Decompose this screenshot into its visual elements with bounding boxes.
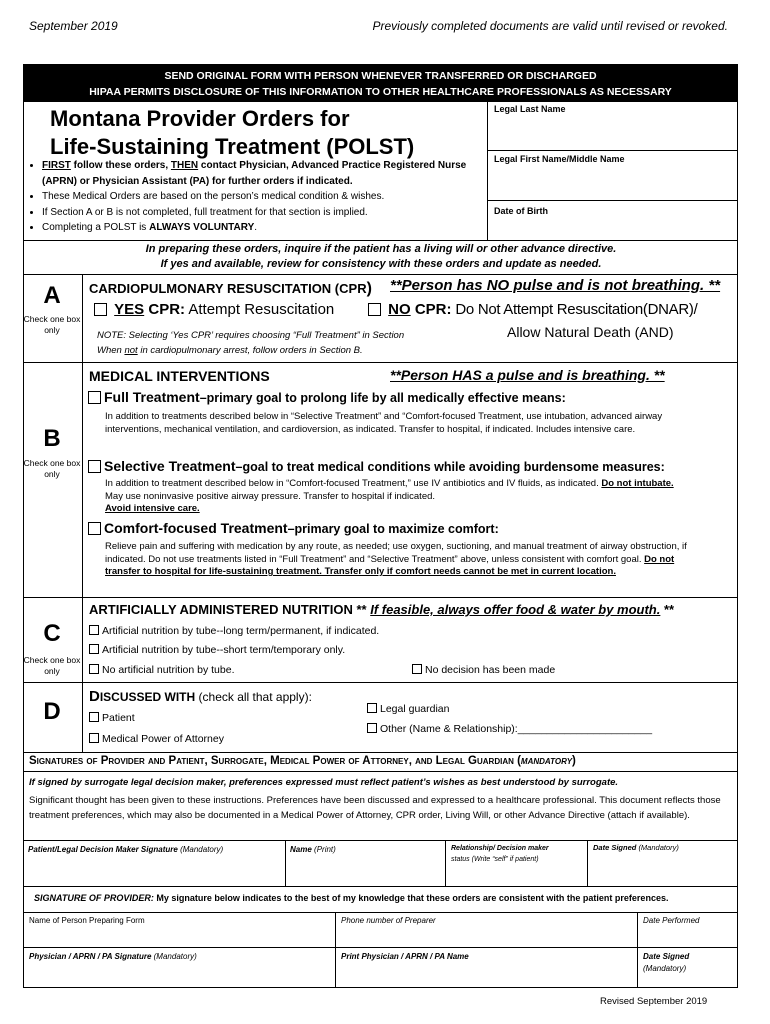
full-treatment-description: In addition to treatments described below in “Selective Treatment” and “Comfort-focused Treatment, use intubation, advanced airway interventions, mechanical ventilation, and cardioversion, as indicated. Transfer to hospital, if indicated. Includes intensive care. [105,411,663,435]
avoid-intensive-care: Avoid intensive care. [105,503,200,514]
d-opt4: Other (Name & Relationship):_______________________ [380,723,653,735]
no-text: Do Not Attempt Resuscitation(DNAR)/ [451,301,698,318]
provider-heading [34,893,668,903]
list-item: • If Section A or B is not completed, full treatment for that section is implied. [42,205,492,221]
patient-fields-divider [487,102,488,240]
section-d-letter: D [43,698,61,725]
f4-sub: (Mandatory) [153,952,197,961]
divider [23,274,738,275]
divider [637,912,638,988]
note2-not: not [124,345,138,356]
no-decision-checkbox[interactable] [412,664,422,674]
no-cpr-option[interactable] [368,301,697,318]
instructions-list [28,158,492,236]
preparing-line-2: If yes and available, review for consistency with these orders and update as needed. [160,258,602,270]
selective-treatment-description [105,478,680,516]
sel-title: Selective Treatment [104,458,236,474]
col4-sub: (Mandatory) [638,843,679,852]
b1-rest: contact Physician, Advanced Practice Registered Nurse (APRN) or Physician Assistant (PA) for further orders if indicated. [42,160,467,187]
f6-sub: (Mandatory) [643,964,687,973]
header-date: September 2019 [29,19,118,33]
discussed-guardian[interactable] [367,703,449,715]
nutrition-short-term-checkbox[interactable] [89,644,99,654]
no-decision[interactable] [412,664,555,676]
no-artificial-nutrition[interactable] [89,664,234,676]
col2-sub: (Print) [314,845,336,854]
cpr-heading: CARDIOPULMONARY RESUSCITATION (CPR [89,281,367,296]
cpr-note-2 [97,345,363,358]
then-emphasis: THEN [170,160,199,171]
sig-heading-end: ) [572,755,576,767]
section-b-note: Check one box only [23,458,81,479]
discussed-guardian-checkbox[interactable] [367,703,377,713]
preparer-phone-field[interactable]: Phone number of Preparer [341,916,436,925]
list-item [42,220,492,236]
d-opt1: Patient [102,712,135,724]
divider [23,771,738,772]
title-line-2: Life-Sustaining Treatment (POLST) [50,134,415,159]
col1-label: Patient/Legal Decision Maker Signature [28,845,178,854]
selective-treatment-option[interactable] [88,458,665,474]
selective-treatment-checkbox[interactable] [88,460,101,473]
divider [445,840,446,886]
full-title: Full Treatment [104,389,200,405]
sel-text2: May use noninvasive positive airway pressure. Transfer to hospital if indicated. [105,490,436,502]
full-treatment-option[interactable] [88,389,566,405]
do-not-intubate: Do not intubate. [601,478,674,489]
offer-food-note: If feasible, always offer food & water by mouth. [370,602,661,617]
section-a-letter: A [43,282,61,309]
yes-text: Attempt Resuscitation [185,301,335,318]
provider-sig-label: SIGNATURE OF PROVIDER: [34,893,154,903]
col3-label: Relationship/ Decision maker [451,845,549,852]
sig-mandatory: mandatory [520,755,573,767]
com-transfer: Do not transfer to hospital for life-sustaining treatment. Transfer only if comfort needs cannot be met in current location. [105,553,675,577]
d-opt3: Legal guardian [380,703,450,715]
no-cpr-checkbox[interactable] [368,303,381,316]
divider [23,597,738,598]
no-artificial-nutrition-checkbox[interactable] [89,664,99,674]
divider [23,240,738,241]
nutrition-heading-end: ** [660,602,675,617]
preparer-name-field[interactable]: Name of Person Preparing Form [29,916,145,925]
col2-label: Name [290,845,312,854]
divider [587,840,588,886]
sig-heading-text: Signatures of Provider and Patient, Surrogate, Medical Power of Attorney, and Legal Guardian ( [29,755,521,767]
note2-pre: When [97,345,125,356]
legal-first-name-field[interactable]: Legal First Name/Middle Name [494,154,625,164]
surrogate-note: If signed by surrogate legal decision maker, preferences expressed must reflect patient’s wishes as best understood by surrogate. [29,777,619,788]
divider [23,362,738,363]
relationship-field[interactable] [451,843,549,865]
no-label: NO [388,301,411,318]
header-validity-notice: Previously completed documents are valid until revised or revoked. [372,19,728,33]
nutrition-long-term-checkbox[interactable] [89,625,99,635]
no-pulse-note [390,277,720,294]
f4-label: Physician / APRN / PA Signature [29,952,152,961]
physician-name-field[interactable]: Print Physician / APRN / PA Name [341,952,469,961]
divider [23,912,738,913]
has-pulse-text: **Person HAS a pulse and is breathing. ** [390,367,665,383]
com-goal: –primary goal to maximize comfort: [287,522,499,536]
section-c-letter: C [43,620,61,647]
footer-revision: Revised September 2019 [600,996,708,1007]
print-name-field[interactable] [290,845,336,854]
physician-signature-field[interactable] [29,952,197,961]
section-a-note: Check one box only [23,314,81,335]
sel-goal: –goal to treat medical conditions while avoiding burdensome measures: [235,460,665,474]
b4-pre: Completing a POLST is [42,222,150,233]
check-all: (check all that apply): [195,690,312,704]
no-pulse-text: **Person has NO pulse and is not breathing. ** [390,277,721,294]
cpr-note: NOTE: Selecting ‘Yes CPR’ requires choosing “Full Treatment” in Section [97,330,405,341]
list-item [42,158,492,189]
yes-cpr: CPR: [144,301,186,318]
section-b-letter: B [43,425,61,452]
b4-post: . [254,222,258,233]
nutrition-long-term[interactable] [89,625,379,637]
section-b-heading: MEDICAL INTERVENTIONS [89,368,270,384]
divider [23,840,738,841]
provider-statement: My signature below indicates to the best of my knowledge that these orders are consistent with the patient preferences. [153,893,669,903]
yes-label: YES [114,301,145,318]
allow-natural-death: Allow Natural Death (AND) [507,324,674,340]
letter-column-divider [82,274,83,752]
section-c-note: Check one box only [23,655,81,676]
discussed-other[interactable] [367,723,652,735]
banner-line-2: HIPAA PERMITS DISCLOSURE OF THIS INFORMATION TO OTHER HEALTHCARE PROFESSIONALS AS NECESSARY [89,86,672,98]
banner-line-1: SEND ORIGINAL FORM WITH PERSON WHENEVER TRANSFERRED OR DISCHARGED [164,70,597,82]
col1-sub: (Mandatory) [180,845,224,854]
discussed-mpoa-checkbox[interactable] [89,733,99,743]
d-opt2: Medical Power of Attorney [102,733,224,745]
full-treatment-checkbox[interactable] [88,391,101,404]
list-item: • These Medical Orders are based on the person’s medical condition & wishes. [42,189,492,205]
cpr-heading-close: ) [366,280,372,297]
discussed-patient-checkbox[interactable] [89,712,99,722]
comfort-treatment-option[interactable] [88,520,499,536]
first-emphasis: FIRST [42,160,71,171]
divider [23,682,738,683]
comfort-treatment-checkbox[interactable] [88,522,101,535]
no-cpr: CPR: [410,301,452,318]
com-text1: Relieve pain and suffering with medication by any route, as needed; use oxygen, suctioning, and manual treatment of airway obstruction, if indicated. Do not use treatments listed in “Full Treatment” and “Selective Treatment” above, unless consistent with comfort goal. [105,541,687,565]
discussed-mpoa[interactable] [89,733,224,745]
full-goal: –primary goal to prolong life by all medically effective means: [199,391,566,405]
opt4-label: No decision has been made [425,664,556,676]
title-line-1: Montana Provider Orders for [50,106,350,131]
physician-date-field[interactable] [643,951,689,975]
field-divider [487,200,738,201]
patient-signature-field[interactable] [28,845,223,854]
preparing-line-1: In preparing these orders, inquire if the patient has a living will or other advance directive. [145,243,617,255]
divider [285,840,286,886]
page-title [50,105,490,161]
comfort-treatment-description [105,541,710,579]
sel-text1: In addition to treatment described below in “Comfort-focused Treatment,” use IV antibiotics and IV fluids, as indicated. [105,478,602,489]
d-initial: D [89,688,100,705]
divider [23,886,738,887]
section-a-heading [89,280,372,298]
date-performed-field[interactable]: Date Performed [643,916,700,925]
col4-label: Date Signed [593,843,637,852]
nutrition-short-term[interactable] [89,644,345,656]
legal-last-name-field[interactable]: Legal Last Name [494,104,566,114]
note2-post: in cardiopulmonary arrest, follow orders in Section B. [137,345,363,356]
f6-label: Date Signed [643,952,690,961]
divider [23,752,738,753]
divider [335,912,336,988]
banner [23,64,738,102]
opt1-label: Artificial nutrition by tube--long term/permanent, if indicated. [102,625,380,637]
discussed-patient[interactable] [89,712,135,724]
b1-mid: follow these orders, [70,160,171,171]
com-title: Comfort-focused Treatment [104,520,288,536]
discussed-other-checkbox[interactable] [367,723,377,733]
section-c-heading [89,602,674,617]
opt3-label: No artificial nutrition by tube. [102,664,235,676]
b4-bold: ALWAYS VOLUNTARY [149,222,255,233]
yes-cpr-option[interactable] [94,301,334,318]
has-pulse-note [390,367,665,383]
col3-sub: status (Write “self” if patient) [451,856,539,863]
yes-cpr-checkbox[interactable] [94,303,107,316]
preparing-instructions [24,242,738,272]
nutrition-heading: ARTIFICIALLY ADMINISTERED NUTRITION ** [89,602,371,617]
signature-statement: Significant thought has been given to these instructions. Preferences have been discussed and expressed to a healthcare professional. This document reflects those treatment preferences, which may also be documented in a Medical Power of Attorney, CPR order, Living Will, or other Advance Directive (attach if available). [29,795,721,821]
field-divider [487,150,738,151]
signatures-heading [29,755,576,767]
discussed-with: ISCUSSED WITH [99,690,196,704]
opt2-label: Artificial nutrition by tube--short term/temporary only. [102,644,346,656]
divider [23,947,738,948]
date-of-birth-field[interactable]: Date of Birth [494,206,548,216]
date-signed-field[interactable] [593,843,679,852]
section-d-heading [89,688,312,705]
